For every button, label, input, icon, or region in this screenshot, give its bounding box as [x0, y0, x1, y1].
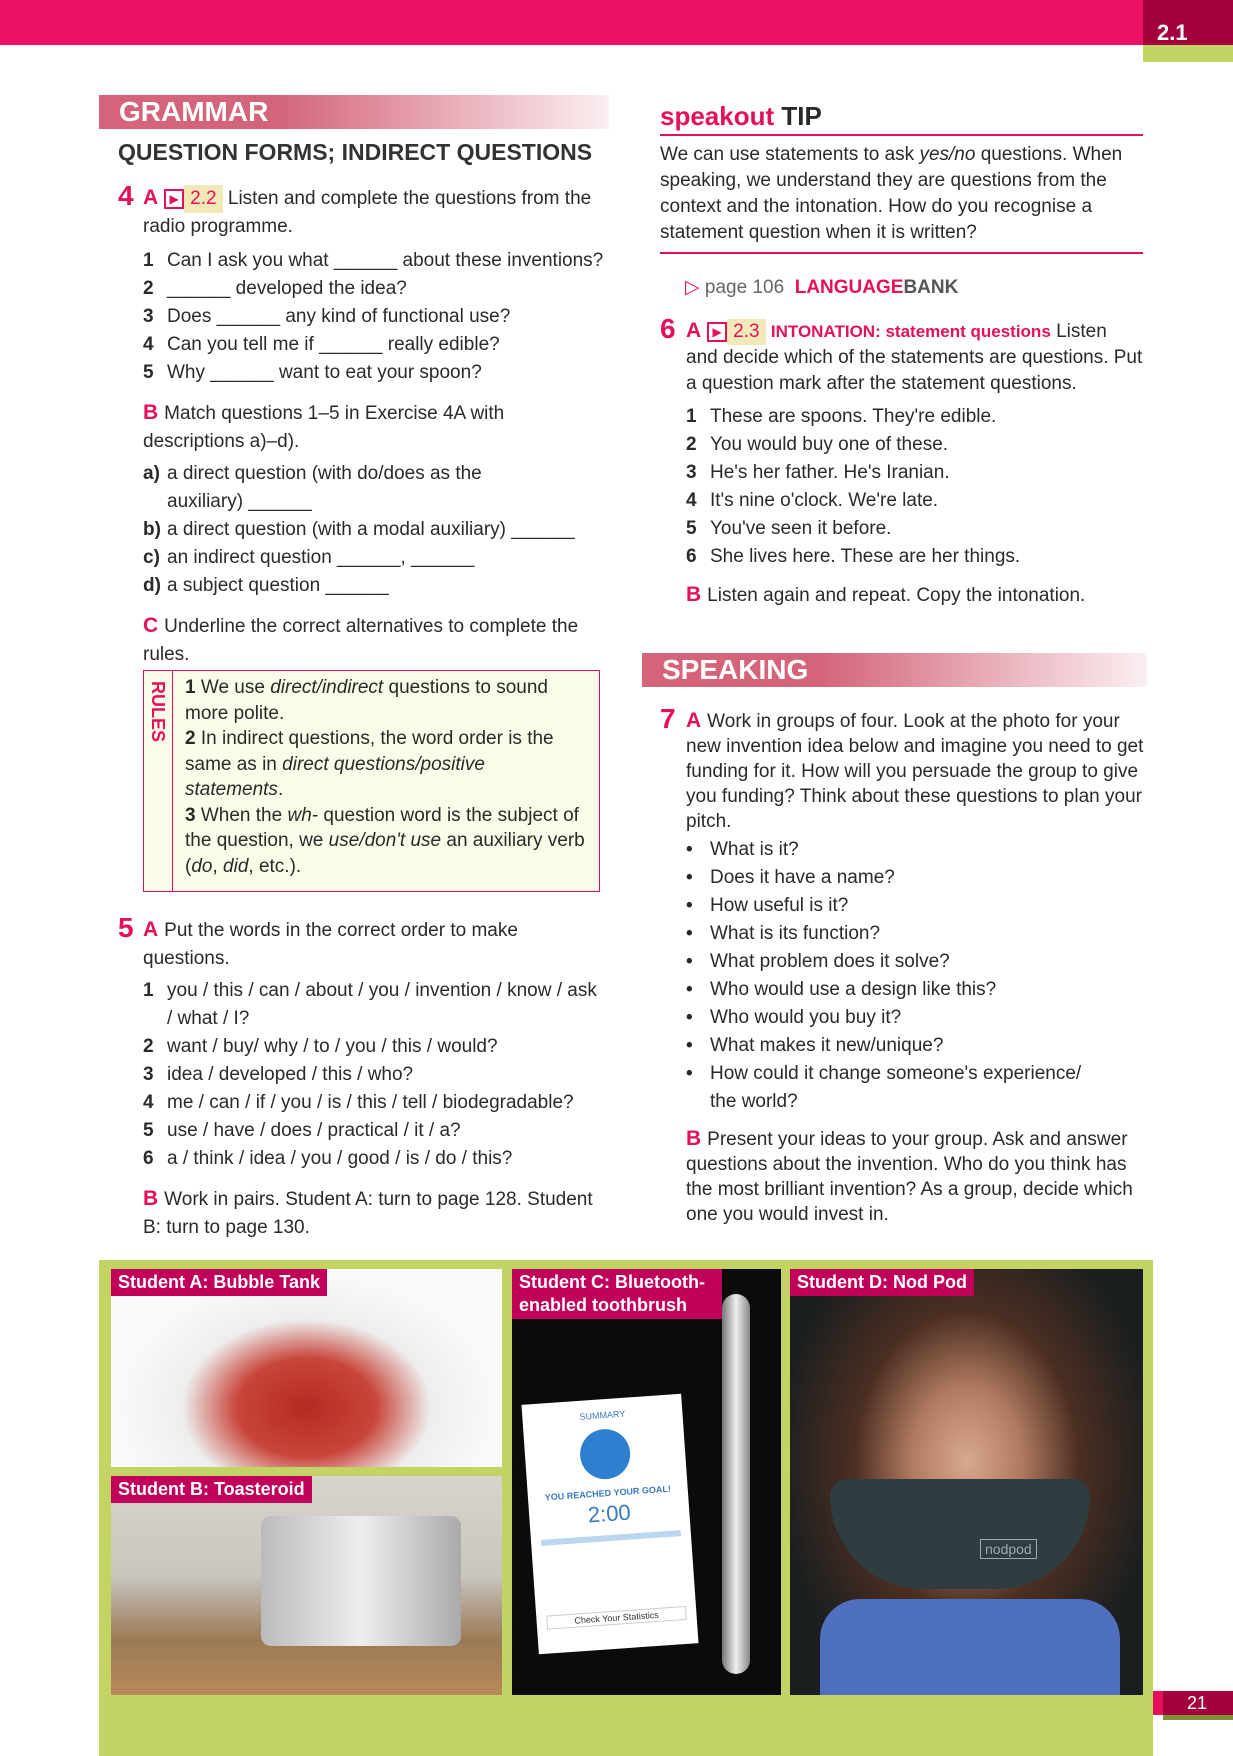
rule-alternatives[interactable]: direct/indirect — [270, 677, 384, 698]
bullet-item: • Who would use a design like this? — [686, 976, 1150, 1004]
tip-text-part: We can use statements to ask — [660, 144, 920, 165]
list-item: 2 ______ developed the idea? — [143, 275, 608, 303]
rule-em: do — [191, 855, 213, 877]
exercise-7 — [660, 703, 1150, 1227]
toothbrush-shape — [722, 1294, 750, 1674]
item-text: Can I ask you what ______ about these inventions? — [167, 250, 604, 271]
list-item: 4 It's nine o'clock. We're late. — [686, 487, 1143, 515]
list-item: 1 These are spoons. They're edible. — [686, 403, 1143, 431]
photo-toothbrush — [512, 1269, 781, 1695]
bullet-item: • What is it? — [686, 836, 1150, 864]
app-screen — [521, 1394, 698, 1655]
instruction: Work in groups of four. Look at the photo for your new invention idea below and imagine you need to get funding for it. How will you persuade the group to give you funding? Think about these questions to plan your pitch. — [686, 711, 1144, 832]
exercise-number: 4 — [118, 180, 134, 211]
list-item: 5 You've seen it before. — [686, 515, 1143, 543]
item-key: c) — [143, 547, 160, 568]
list-item: 6 She lives here. These are her things. — [686, 543, 1143, 571]
item-text: Does it have a name? — [710, 867, 895, 888]
play-audio-icon[interactable]: ▶ — [164, 189, 184, 209]
instruction: Underline the correct alternatives to complete the rules. — [143, 616, 579, 665]
rules-box — [143, 670, 600, 892]
audio-track[interactable]: 2.2 — [184, 185, 222, 213]
bullet-item: • Does it have a name? — [686, 864, 1150, 892]
item-text: Who would you buy it? — [710, 1007, 902, 1028]
part-label: B — [143, 401, 159, 424]
list-item: 1 you / this / can / about / you / invention / know / ask / what / I? — [143, 977, 608, 1033]
item-text: a direct question (with do/does as the auxiliary) ______ — [167, 463, 482, 512]
item-text: It's nine o'clock. We're late. — [710, 490, 939, 511]
photo-caption: Student A: Bubble Tank — [111, 1269, 327, 1296]
list-item: 5 use / have / does / practical / it / a? — [143, 1117, 608, 1145]
speakout-logo: speakout — [660, 101, 775, 131]
list-item: 6 a / think / idea / you / good / is / do / this? — [143, 1145, 608, 1173]
list-item — [143, 460, 608, 516]
instruction: Put the words in the correct order to make questions. — [143, 920, 518, 969]
item-text: a direct question (with a modal auxiliary) ______ — [167, 519, 575, 540]
app-progress — [541, 1530, 681, 1546]
item-text: Who would use a design like this? — [710, 979, 997, 1000]
language-bank-link[interactable] — [660, 274, 1143, 302]
item-text: use / have / does / practical / it / a? — [167, 1120, 461, 1141]
item-text: ______ developed the idea? — [167, 278, 407, 299]
bullet-item: • What problem does it solve? — [686, 948, 1150, 976]
item-text: Can you tell me if ______ really edible? — [167, 334, 500, 355]
app-summary: SUMMARY — [579, 1408, 626, 1422]
item-text: What makes it new/unique? — [710, 1035, 944, 1056]
page-number-accent — [1163, 1715, 1233, 1720]
rules-text: 1 We use direct/indirect questions to sound more polite. 2 In indirect questions, the word order is the same as in direct questions/positive statements. 3 When the wh- question word is the subject of the question, we use/don't use an auxiliary verb (do, did, etc.). — [185, 677, 585, 877]
rule-alternatives[interactable]: use/don't use — [328, 830, 442, 851]
instruction: Listen and complete the questions from the radio programme. — [143, 188, 592, 237]
item-text: Why ______ want to eat your spoon? — [167, 362, 482, 383]
rule-text: , — [212, 855, 224, 877]
bank-label: LANGUAGE — [794, 277, 904, 298]
item-text: What is it? — [710, 839, 799, 860]
rule-text: questions to sound more polite. — [185, 677, 549, 724]
tip-title: TIP — [781, 101, 822, 131]
part-label: B — [686, 1127, 702, 1150]
exercise-6 — [660, 313, 1143, 610]
photo-toasteroid — [111, 1476, 502, 1695]
rule-text: . — [277, 779, 284, 800]
tip-text-em: yes/no — [919, 144, 976, 165]
item-text: a / think / idea / you / good / is / do / this? — [167, 1148, 513, 1169]
item-key: a) — [143, 463, 160, 484]
list-item: 3 Does ______ any kind of functional use? — [143, 303, 608, 331]
exercise-number: 5 — [118, 912, 134, 943]
list-item: 2 You would buy one of these. — [686, 431, 1143, 459]
app-goal: YOU REACHED YOUR GOAL! — [544, 1483, 672, 1503]
item-text: You would buy one of these. — [710, 434, 949, 455]
exercise-4 — [118, 180, 608, 669]
rule-em: wh- — [287, 804, 319, 826]
rule-text: In indirect questions, the word order is the same as in — [185, 728, 554, 775]
arrow-right-icon: ▷ — [685, 277, 700, 298]
photo-caption: Student D: Nod Pod — [790, 1269, 974, 1296]
rule-text: question word is the subject of the question, we — [185, 804, 579, 851]
list-item: 1 Can I ask you what ______ about these inventions? — [143, 247, 608, 275]
item-text: These are spoons. They're edible. — [710, 406, 997, 427]
exercise-number: 6 — [660, 313, 676, 344]
instruction: Work in pairs. Student A: turn to page 128. Student B: turn to page 130. — [143, 1189, 593, 1238]
list-item: 3 idea / developed / this / who? — [143, 1061, 608, 1089]
app-check-button: Check Your Statistics — [546, 1606, 687, 1630]
audio-track[interactable]: 2.3 — [727, 319, 765, 345]
rule-alternatives[interactable]: direct questions/positive statements — [185, 753, 485, 800]
item-text: want / buy/ why / to / you / this / would? — [167, 1036, 498, 1057]
item-text: How could it change someone's experience/ the world? — [710, 1063, 1082, 1112]
photo-caption: Student B: Toasteroid — [111, 1476, 312, 1503]
pillow-shape — [830, 1479, 1090, 1589]
item-text: He's her father. He's Iranian. — [710, 462, 950, 483]
rule-text: When the — [200, 804, 288, 826]
list-item: 3 He's her father. He's Iranian. — [686, 459, 1143, 487]
instruction: Present your ideas to your group. Ask and answer questions about the invention. Who do you think has the most brilliant invention? As a group, decide which one you would invest in. — [686, 1129, 1133, 1225]
item-key: d) — [143, 575, 161, 596]
list-item: 4 me / can / if / you / is / this / tell / biodegradable? — [143, 1089, 608, 1117]
bank-label: BANK — [903, 277, 959, 298]
divider — [660, 252, 1143, 254]
rules-label: RULES — [144, 671, 173, 891]
item-text: How useful is it? — [710, 895, 849, 916]
page-ref: page 106 — [704, 277, 785, 298]
pillow-logo: nodpod — [980, 1539, 1037, 1559]
photo-caption: Student C: Bluetooth-enabled toothbrush — [512, 1269, 722, 1319]
instruction: Match questions 1–5 in Exercise 4A with descriptions a)–d). — [143, 403, 505, 452]
shirt-shape — [820, 1599, 1120, 1695]
item-text: you / this / can / about / you / invention / know / ask / what / I? — [167, 980, 597, 1029]
tip-text — [660, 136, 1143, 252]
grammar-subtitle: QUESTION FORMS; INDIRECT QUESTIONS — [118, 139, 593, 165]
instruction: Listen again and repeat. Copy the intonation. — [707, 585, 1086, 606]
list-item: 5 Why ______ want to eat your spoon? — [143, 359, 608, 387]
rule-text: We use — [200, 677, 271, 698]
exercise-number: 7 — [660, 703, 676, 734]
photo-nod-pod — [790, 1269, 1143, 1695]
page-number: 21 — [1153, 1691, 1233, 1715]
list-item — [143, 572, 608, 600]
item-text: a subject question ______ — [167, 575, 389, 596]
item-text: What problem does it solve? — [710, 951, 950, 972]
item-text: What is its function? — [710, 923, 881, 944]
item-text: Does ______ any kind of functional use? — [167, 306, 511, 327]
unit-tab-accent — [1143, 45, 1233, 62]
list-item — [143, 544, 608, 572]
bullet-item: • What makes it new/unique? — [686, 1032, 1150, 1060]
photo-bubble-tank — [111, 1269, 502, 1467]
rule-text: an auxiliary verb ( — [185, 830, 585, 877]
unit-tab: 2.1 — [1143, 0, 1233, 45]
part-label: B — [686, 583, 702, 606]
part-label: A — [143, 918, 159, 941]
part-label: C — [143, 614, 159, 637]
part-label: A — [686, 319, 702, 342]
grammar-header: GRAMMAR — [99, 95, 609, 129]
speakout-tip — [660, 98, 1143, 302]
list-item: 2 want / buy/ why / to / you / this / would? — [143, 1033, 608, 1061]
app-time: 2:00 — [587, 1499, 632, 1528]
bullet-item: • How could it change someone's experience/ the world? — [686, 1060, 1150, 1116]
tip-text-part: questions. When speaking, we understand they are questions from the context and the intonation. How do you recognise a statement question when it is written? — [660, 144, 1123, 243]
bullet-item: • Who would you buy it? — [686, 1004, 1150, 1032]
rule-em: did — [223, 855, 249, 877]
item-text: She lives here. These are her things. — [710, 546, 1021, 567]
part-label: B — [143, 1187, 159, 1210]
list-item: 4 Can you tell me if ______ really edible? — [143, 331, 608, 359]
speaking-header: SPEAKING — [642, 653, 1147, 687]
play-audio-icon[interactable]: ▶ — [707, 322, 727, 342]
item-text: You've seen it before. — [710, 518, 892, 539]
item-text: an indirect question ______, ______ — [167, 547, 475, 568]
item-key: b) — [143, 519, 161, 540]
part-label: A — [143, 186, 159, 209]
toaster-shape — [261, 1516, 461, 1646]
item-text: me / can / if / you / is / this / tell / biodegradable? — [167, 1092, 574, 1113]
smiley-icon — [578, 1427, 631, 1480]
item-text: idea / developed / this / who? — [167, 1064, 414, 1085]
top-banner — [0, 0, 1143, 45]
list-item — [143, 516, 608, 544]
rule-text: , etc.). — [248, 855, 302, 877]
exercise-5 — [118, 912, 608, 1242]
part-label: A — [686, 709, 702, 732]
exercise-heading: INTONATION: statement questions — [770, 322, 1051, 341]
instruction: Listen and decide which of the statements are questions. Put a question mark after the statement questions. — [686, 321, 1143, 394]
bullet-item: • What is its function? — [686, 920, 1150, 948]
bullet-item: • How useful is it? — [686, 892, 1150, 920]
